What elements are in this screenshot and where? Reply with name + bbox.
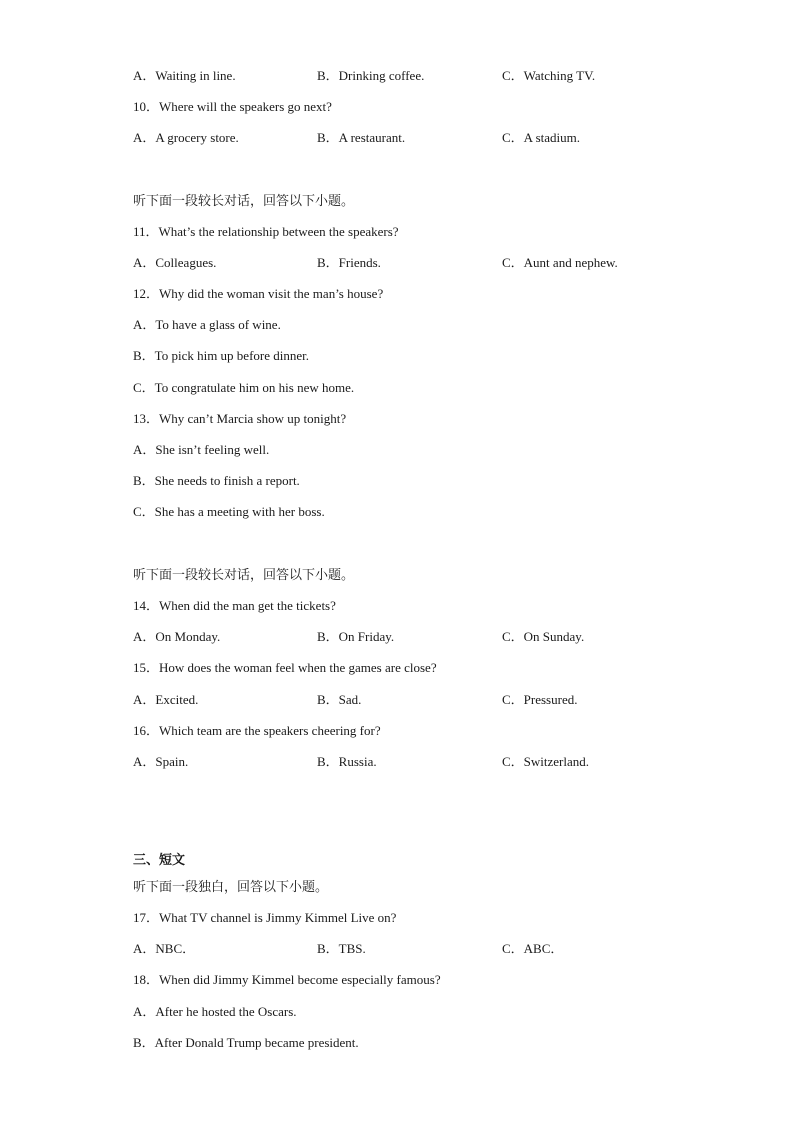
option-a: A．Excited. xyxy=(133,692,199,707)
q13-option-b: B．She needs to finish a report. xyxy=(133,473,300,488)
q13-option-a: A．She isn’t feeling well. xyxy=(133,442,270,457)
q12-option-a: A．To have a glass of wine. xyxy=(133,317,281,332)
option-c: C．A stadium. xyxy=(502,130,581,145)
question-10: 10．Where will the speakers go next? xyxy=(133,99,332,114)
question-17: 17．What TV channel is Jimmy Kimmel Live on? xyxy=(133,910,397,925)
q18-option-a: A．After he hosted the Oscars. xyxy=(133,1004,297,1019)
q12-option-b: B．To pick him up before dinner. xyxy=(133,348,310,363)
option-c: C．Pressured. xyxy=(502,692,578,707)
option-a: A．A grocery store. xyxy=(133,130,239,145)
question-14: 14．When did the man get the tickets? xyxy=(133,598,336,613)
question-13: 13．Why can’t Marcia show up tonight? xyxy=(133,411,347,426)
option-c: C．On Sunday. xyxy=(502,629,585,644)
question-12: 12．Why did the woman visit the man’s house? xyxy=(133,286,384,301)
option-c: C．Aunt and nephew. xyxy=(502,255,618,270)
option-c: C．Watching TV. xyxy=(502,68,596,83)
q12-option-c: C．To congratulate him on his new home. xyxy=(133,380,355,395)
option-b: B．TBS. xyxy=(317,941,366,956)
option-b: B．Sad. xyxy=(317,692,362,707)
option-b: B．Friends. xyxy=(317,255,381,270)
option-a: A．Colleagues. xyxy=(133,255,217,270)
option-a: A．On Monday. xyxy=(133,629,221,644)
option-b: B．Drinking coffee. xyxy=(317,68,425,83)
q13-option-c: C．She has a meeting with her boss. xyxy=(133,504,325,519)
question-18: 18．When did Jimmy Kimmel become especially famous? xyxy=(133,972,441,987)
option-c: C．Switzerland. xyxy=(502,754,590,769)
option-a: A．Spain. xyxy=(133,754,189,769)
option-c: C．ABC． xyxy=(502,941,564,956)
option-a: A．NBC． xyxy=(133,941,196,956)
option-b: B．On Friday. xyxy=(317,629,395,644)
section-heading: 三、短文 xyxy=(133,852,186,867)
option-b: B．Russia. xyxy=(317,754,377,769)
option-a: A．Waiting in line. xyxy=(133,68,236,83)
instruction-dialogue: 听下面一段较长对话，回答以下小题。 xyxy=(133,193,355,208)
question-15: 15．How does the woman feel when the games are close? xyxy=(133,660,437,675)
question-11: 11．What’s the relationship between the speakers? xyxy=(133,224,399,239)
q18-option-b: B．After Donald Trump became president. xyxy=(133,1035,359,1050)
question-16: 16．Which team are the speakers cheering for? xyxy=(133,723,381,738)
instruction-monologue: 听下面一段独白，回答以下小题。 xyxy=(133,879,329,894)
option-b: B．A restaurant. xyxy=(317,130,406,145)
instruction-dialogue: 听下面一段较长对话，回答以下小题。 xyxy=(133,567,355,582)
